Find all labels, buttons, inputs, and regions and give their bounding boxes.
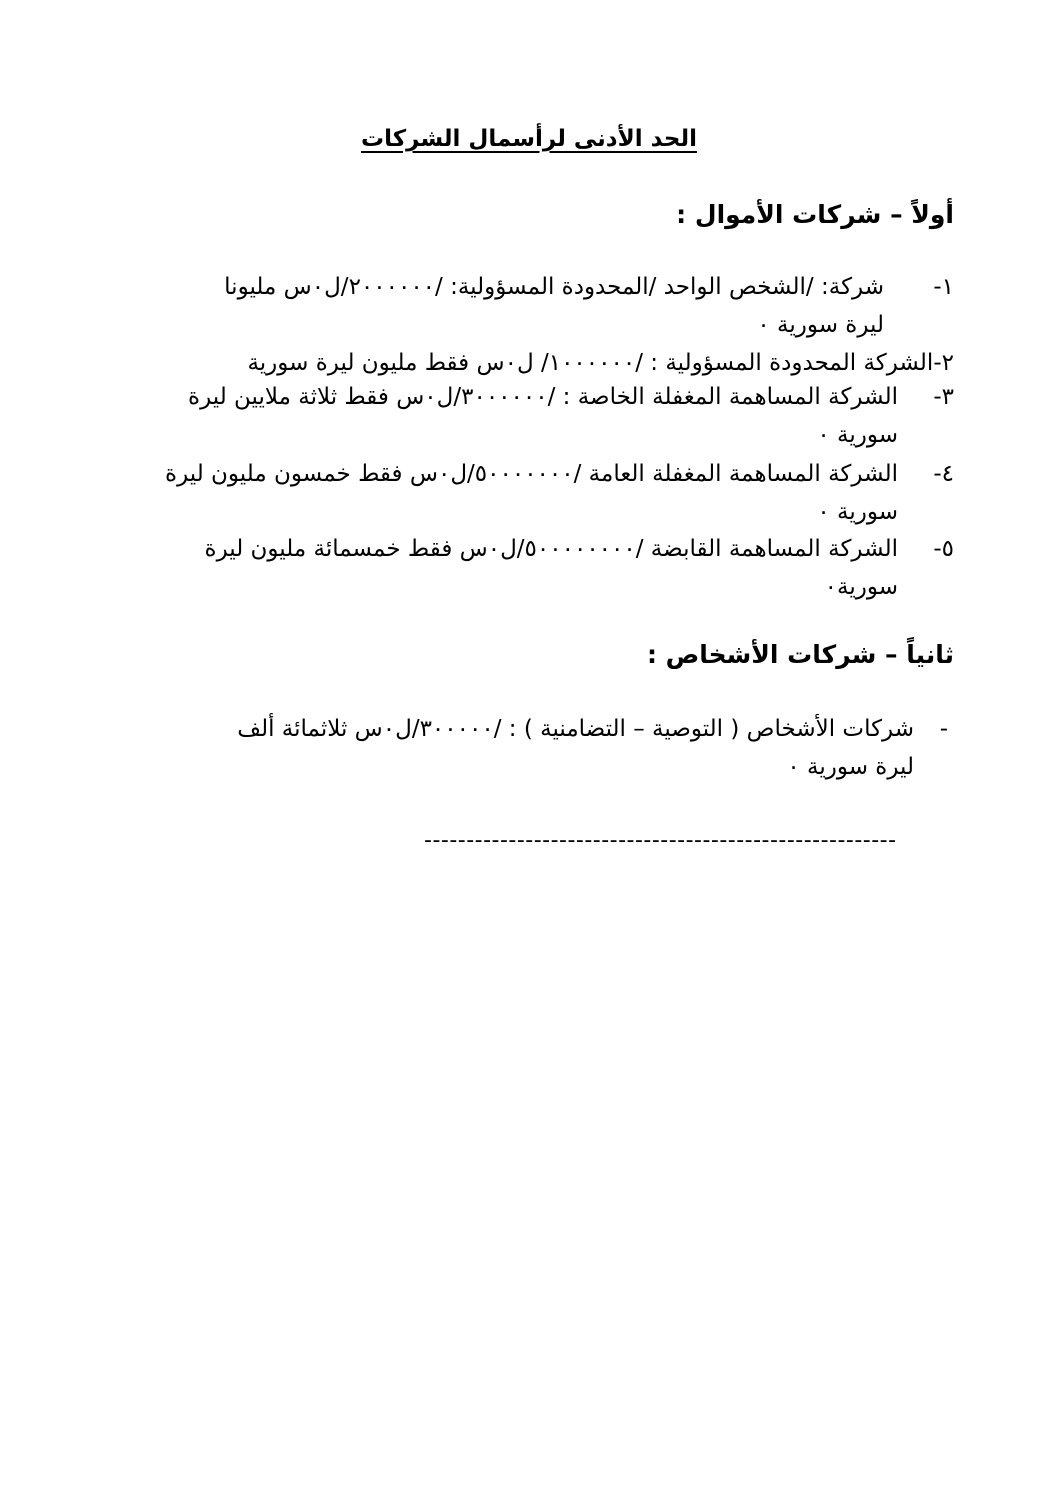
list-item xyxy=(102,268,954,344)
list-item-text: ٢-الشركة المحدودة المسؤولية : /١٠٠٠٠٠٠/ ل٠س فقط مليون ليرة سورية xyxy=(247,350,954,376)
list-item-continuation: ليرة سورية ٠ xyxy=(787,754,914,780)
list-item-number: ٤- xyxy=(933,461,954,487)
section-heading-partnership-companies: ثانياً – شركات الأشخاص : xyxy=(646,640,954,669)
list-item-number: ٣- xyxy=(933,384,954,410)
dashed-divider: -------------------------------------------------------- xyxy=(424,828,897,853)
list-item-continuation: ليرة سورية ٠ xyxy=(757,312,884,338)
list-item-number: ٥- xyxy=(933,536,954,562)
list-item-continuation: سورية٠ xyxy=(824,574,898,600)
list-item xyxy=(102,455,954,531)
list-item xyxy=(102,344,954,382)
list-item-text: شركة: /الشخص الواحد /المحدودة المسؤولية: /٢٠٠٠٠٠٠/ل٠س مليونا xyxy=(224,274,884,300)
section-heading-capital-companies: أولاً – شركات الأموال : xyxy=(676,200,954,229)
list-item xyxy=(102,710,954,786)
list-item-bullet: - xyxy=(939,716,948,742)
list-item xyxy=(102,378,954,454)
list-item-continuation: سورية ٠ xyxy=(817,422,898,448)
list-item-text: شركات الأشخاص ( التوصية – التضامنية ) : /٣٠٠٠٠٠/ل٠س ثلاثمائة ألف xyxy=(237,716,914,742)
list-item-number: ١- xyxy=(933,274,954,300)
list-item-text: الشركة المساهمة المغفلة العامة /٥٠٠٠٠٠٠٠/ل٠س فقط خمسون مليون ليرة xyxy=(165,461,898,487)
list-item xyxy=(102,530,954,606)
page-title: الحد الأدنى لرأسمال الشركات xyxy=(361,126,697,152)
list-item-text: الشركة المساهمة المغفلة الخاصة : /٣٠٠٠٠٠٠/ل٠س فقط ثلاثة ملايين ليرة xyxy=(188,384,898,410)
list-item-continuation: سورية ٠ xyxy=(817,499,898,525)
list-item-text: الشركة المساهمة القابضة /٥٠٠٠٠٠٠٠٠/ل٠س فقط خمسمائة مليون ليرة xyxy=(204,536,898,562)
